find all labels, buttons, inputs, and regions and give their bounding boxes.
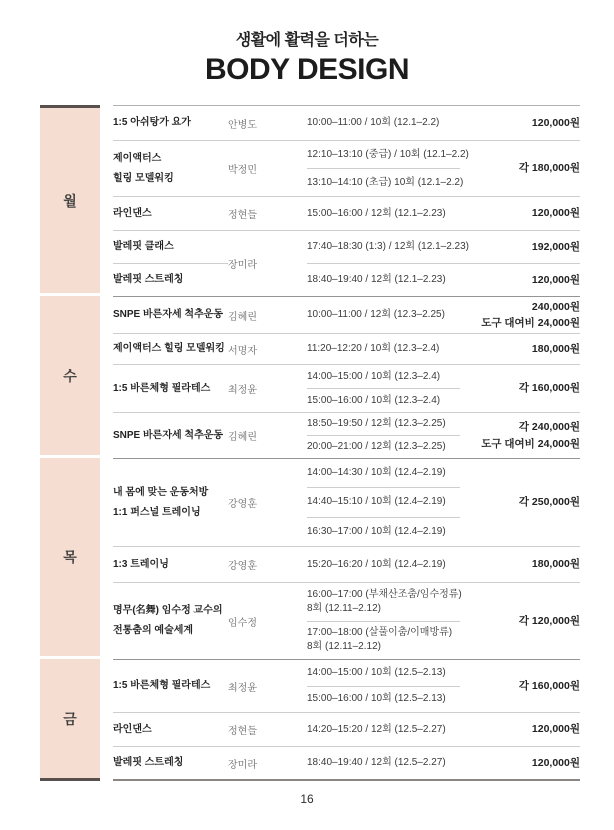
price-line: 각 240,000원 [518, 421, 580, 434]
price-line: 240,000원 [531, 300, 580, 313]
class-name [113, 230, 228, 263]
time-slot [307, 365, 460, 389]
time-cell [307, 364, 460, 412]
time-slot-line: 17:00–18:00 (살풀이춤/이매방류) [307, 627, 453, 639]
class-name [113, 140, 228, 196]
time-slot [307, 660, 460, 687]
price-line: 180,000원 [531, 558, 580, 571]
class-name [113, 412, 228, 458]
time-slot-line: 8회 (12.11–2.12) [307, 641, 381, 653]
time-slot [307, 141, 469, 169]
price [460, 333, 580, 364]
time-slot-line: 18:50–19:50 / 12회 (12.3–2.25) [307, 418, 446, 429]
price [460, 712, 580, 746]
schedule-section [40, 458, 580, 659]
time-slot-line: 10:00–11:00 / 10회 (12.1–2.2) [307, 117, 440, 128]
schedule-section [40, 659, 580, 781]
time-slot-line: 18:40–19:40 / 12회 (12.5–2.27) [307, 757, 446, 768]
class-name-line: 1:5 바른체형 필라테스 [113, 680, 211, 691]
instructor-name: 정현들 [228, 196, 307, 230]
instructor-name: 정현들 [228, 712, 307, 746]
price-line: 120,000원 [531, 756, 580, 769]
class-name [113, 297, 228, 333]
class-name [113, 746, 228, 779]
class-name [113, 660, 228, 712]
time-slot-line: 16:30–17:00 / 10회 (12.4–2.19) [307, 525, 446, 537]
time-slot-line: 14:40–15:10 / 10회 (12.4–2.19) [307, 496, 446, 508]
time-slot-line: 15:00–16:00 / 10회 (12.5–2.13) [307, 693, 446, 705]
day-cell [40, 458, 100, 656]
price-line: 192,000원 [531, 240, 580, 253]
instructor-name: 장미라 [228, 230, 307, 296]
day-cell [40, 296, 100, 455]
price [460, 582, 580, 659]
price [460, 660, 580, 712]
time-slot-line: 10:00–11:00 / 12회 (12.3–2.25) [307, 309, 445, 320]
time-slot [307, 413, 460, 436]
class-name-line: 발레핏 스트레칭 [113, 274, 184, 285]
class-name-line: 명무(名舞) 임수정 교수의 [113, 605, 223, 616]
schedule-table [40, 105, 580, 781]
class-name-line: 힐링 모델워킹 [113, 172, 174, 184]
class-name [113, 263, 228, 296]
time-slot-line: 11:20–12:20 / 10회 (12.3–2.4) [307, 343, 440, 354]
price [460, 412, 580, 458]
time-slot [307, 459, 460, 488]
time-slot-line: 13:10–14:10 (초급) 10회 (12.1–2.2) [307, 176, 464, 188]
class-name [113, 546, 228, 582]
time-cell [307, 140, 469, 196]
class-name [113, 459, 228, 546]
time-cell [307, 106, 460, 140]
page-header [0, 0, 614, 87]
class-name-line: 1:1 퍼스널 트레이닝 [113, 506, 201, 518]
time-slot [307, 264, 460, 296]
class-name [113, 106, 228, 140]
time-slot-line: 14:00–14:30 / 10회 (12.4–2.19) [307, 467, 446, 479]
time-slot-line: 17:40–18:30 (1:3) / 12회 (12.1–2.23) [307, 241, 469, 252]
day-label: 월 [63, 192, 77, 209]
price-line: 도구 대여비 24,000원 [481, 317, 580, 329]
instructor-name: 장미라 [228, 746, 307, 779]
class-name-line: 발레핏 스트레칭 [113, 757, 184, 768]
class-name-line: SNPE 바른자세 척추운동 [113, 429, 224, 441]
time-cell [307, 230, 469, 263]
time-slot [307, 106, 460, 140]
page-number: 16 [300, 792, 314, 806]
class-name-line: 1:5 바른체형 필라테스 [113, 382, 211, 394]
price-line: 도구 대여비 24,000원 [481, 437, 580, 450]
day-label: 목 [63, 549, 77, 565]
instructor-name: 박정민 [228, 140, 307, 196]
time-slot [307, 389, 460, 412]
instructor-name: 최정윤 [228, 682, 257, 694]
class-name-line: 제이액터스 힐링 모델워킹 [113, 343, 225, 354]
time-slot [307, 231, 469, 263]
time-slot [307, 687, 460, 713]
section-rows [113, 105, 580, 296]
price-line: 120,000원 [531, 273, 580, 286]
price [460, 196, 580, 230]
day-label: 수 [63, 367, 77, 384]
class-name-line: 제이액터스 [113, 152, 162, 164]
class-name [113, 196, 228, 230]
price-line: 각 250,000원 [518, 496, 580, 509]
time-slot [307, 488, 460, 517]
class-name [113, 582, 228, 659]
day-label: 금 [63, 710, 77, 727]
time-slot-line: 15:00–16:00 / 12회 (12.1–2.23) [307, 207, 446, 219]
time-cell [307, 660, 460, 712]
day-cell [40, 659, 100, 781]
time-slot [307, 713, 460, 746]
time-cell [307, 746, 460, 779]
time-slot [307, 169, 464, 196]
time-cell [307, 297, 460, 333]
section-rows [113, 458, 580, 659]
page-title: BODY DESIGN [205, 53, 409, 86]
class-name-line: SNPE 바른자세 척추운동 [113, 309, 224, 320]
instructor-name: 강영훈 [228, 546, 307, 582]
time-slot [307, 436, 460, 458]
time-cell [307, 263, 460, 296]
price [460, 546, 580, 582]
page-subtitle: 생활에 활력을 더하는 [235, 32, 379, 49]
price-line: 120,000원 [531, 723, 580, 736]
price [460, 746, 580, 779]
class-name [113, 364, 228, 412]
time-slot [307, 518, 460, 546]
time-slot-line: 16:00–17:00 (부채산조춤/임수정류) [307, 588, 462, 600]
price [460, 364, 580, 412]
class-name [113, 712, 228, 746]
time-cell [307, 546, 460, 582]
time-slot-line: 14:20–15:20 / 12회 (12.5–2.27) [307, 723, 446, 735]
time-slot-line: 8회 (12.11–2.12) [307, 602, 381, 614]
time-slot-line: 15:00–16:00 / 10회 (12.3–2.4) [307, 394, 441, 406]
instructor-name: 김혜린 [228, 311, 257, 323]
price [460, 230, 580, 263]
price [460, 459, 580, 546]
instructor-name: 강영훈 [228, 499, 257, 510]
instructor-name: 서명자 [228, 333, 307, 364]
price [460, 297, 580, 333]
price-line: 각 160,000원 [518, 679, 580, 692]
time-slot-line: 20:00–21:00 / 12회 (12.3–2.25) [307, 441, 446, 452]
class-name-line: 내 몸에 맞는 운동처방 [113, 486, 209, 498]
class-name-line: 라인댄스 [113, 207, 152, 219]
class-name-line: 전통춤의 예술세계 [113, 625, 194, 636]
time-cell [307, 582, 460, 659]
time-slot [307, 747, 460, 779]
price-line: 각 160,000원 [518, 382, 580, 395]
time-slot [307, 297, 460, 333]
class-name-line: 라인댄스 [113, 723, 152, 735]
time-slot-line: 15:20–16:20 / 10회 (12.4–2.19) [307, 558, 446, 570]
price [460, 140, 580, 196]
day-cell [40, 105, 100, 293]
price [460, 106, 580, 140]
class-name-line: 1:3 트레이닝 [113, 558, 169, 570]
time-slot-line: 12:10–13:10 (중급) / 10회 (12.1–2.2) [307, 148, 469, 160]
time-cell [307, 196, 460, 230]
price [460, 263, 580, 296]
instructor-name: 최정윤 [228, 364, 307, 412]
class-name [113, 333, 228, 364]
time-cell [307, 459, 460, 546]
time-slot [307, 583, 460, 622]
price-line: 각 180,000원 [518, 162, 580, 175]
time-slot-line: 18:40–19:40 / 12회 (12.1–2.23) [307, 274, 446, 285]
price-line: 120,000원 [531, 207, 580, 220]
class-name-line: 1:5 아쉬탕가 요가 [113, 117, 191, 128]
section-rows [113, 659, 580, 781]
time-cell [307, 712, 460, 746]
instructor-name: 임수정 [228, 582, 307, 659]
time-slot-line: 14:00–15:00 / 10회 (12.3–2.4) [307, 370, 441, 382]
class-name-line: 발레핏 클래스 [113, 241, 174, 252]
time-cell [307, 412, 460, 458]
schedule-section [40, 105, 580, 296]
time-slot [307, 622, 460, 660]
price-line: 120,000원 [531, 116, 580, 129]
instructor-name: 안병도 [228, 119, 257, 131]
time-slot [307, 197, 460, 230]
section-rows [113, 296, 580, 458]
time-cell [307, 333, 460, 364]
schedule-section [40, 296, 580, 458]
price-line: 각 120,000원 [518, 614, 580, 627]
time-slot [307, 334, 460, 364]
time-slot-line: 14:00–15:00 / 10회 (12.5–2.13) [307, 666, 446, 678]
price-line: 180,000원 [531, 342, 580, 355]
instructor-name: 김혜린 [228, 412, 307, 458]
time-slot [307, 547, 460, 582]
